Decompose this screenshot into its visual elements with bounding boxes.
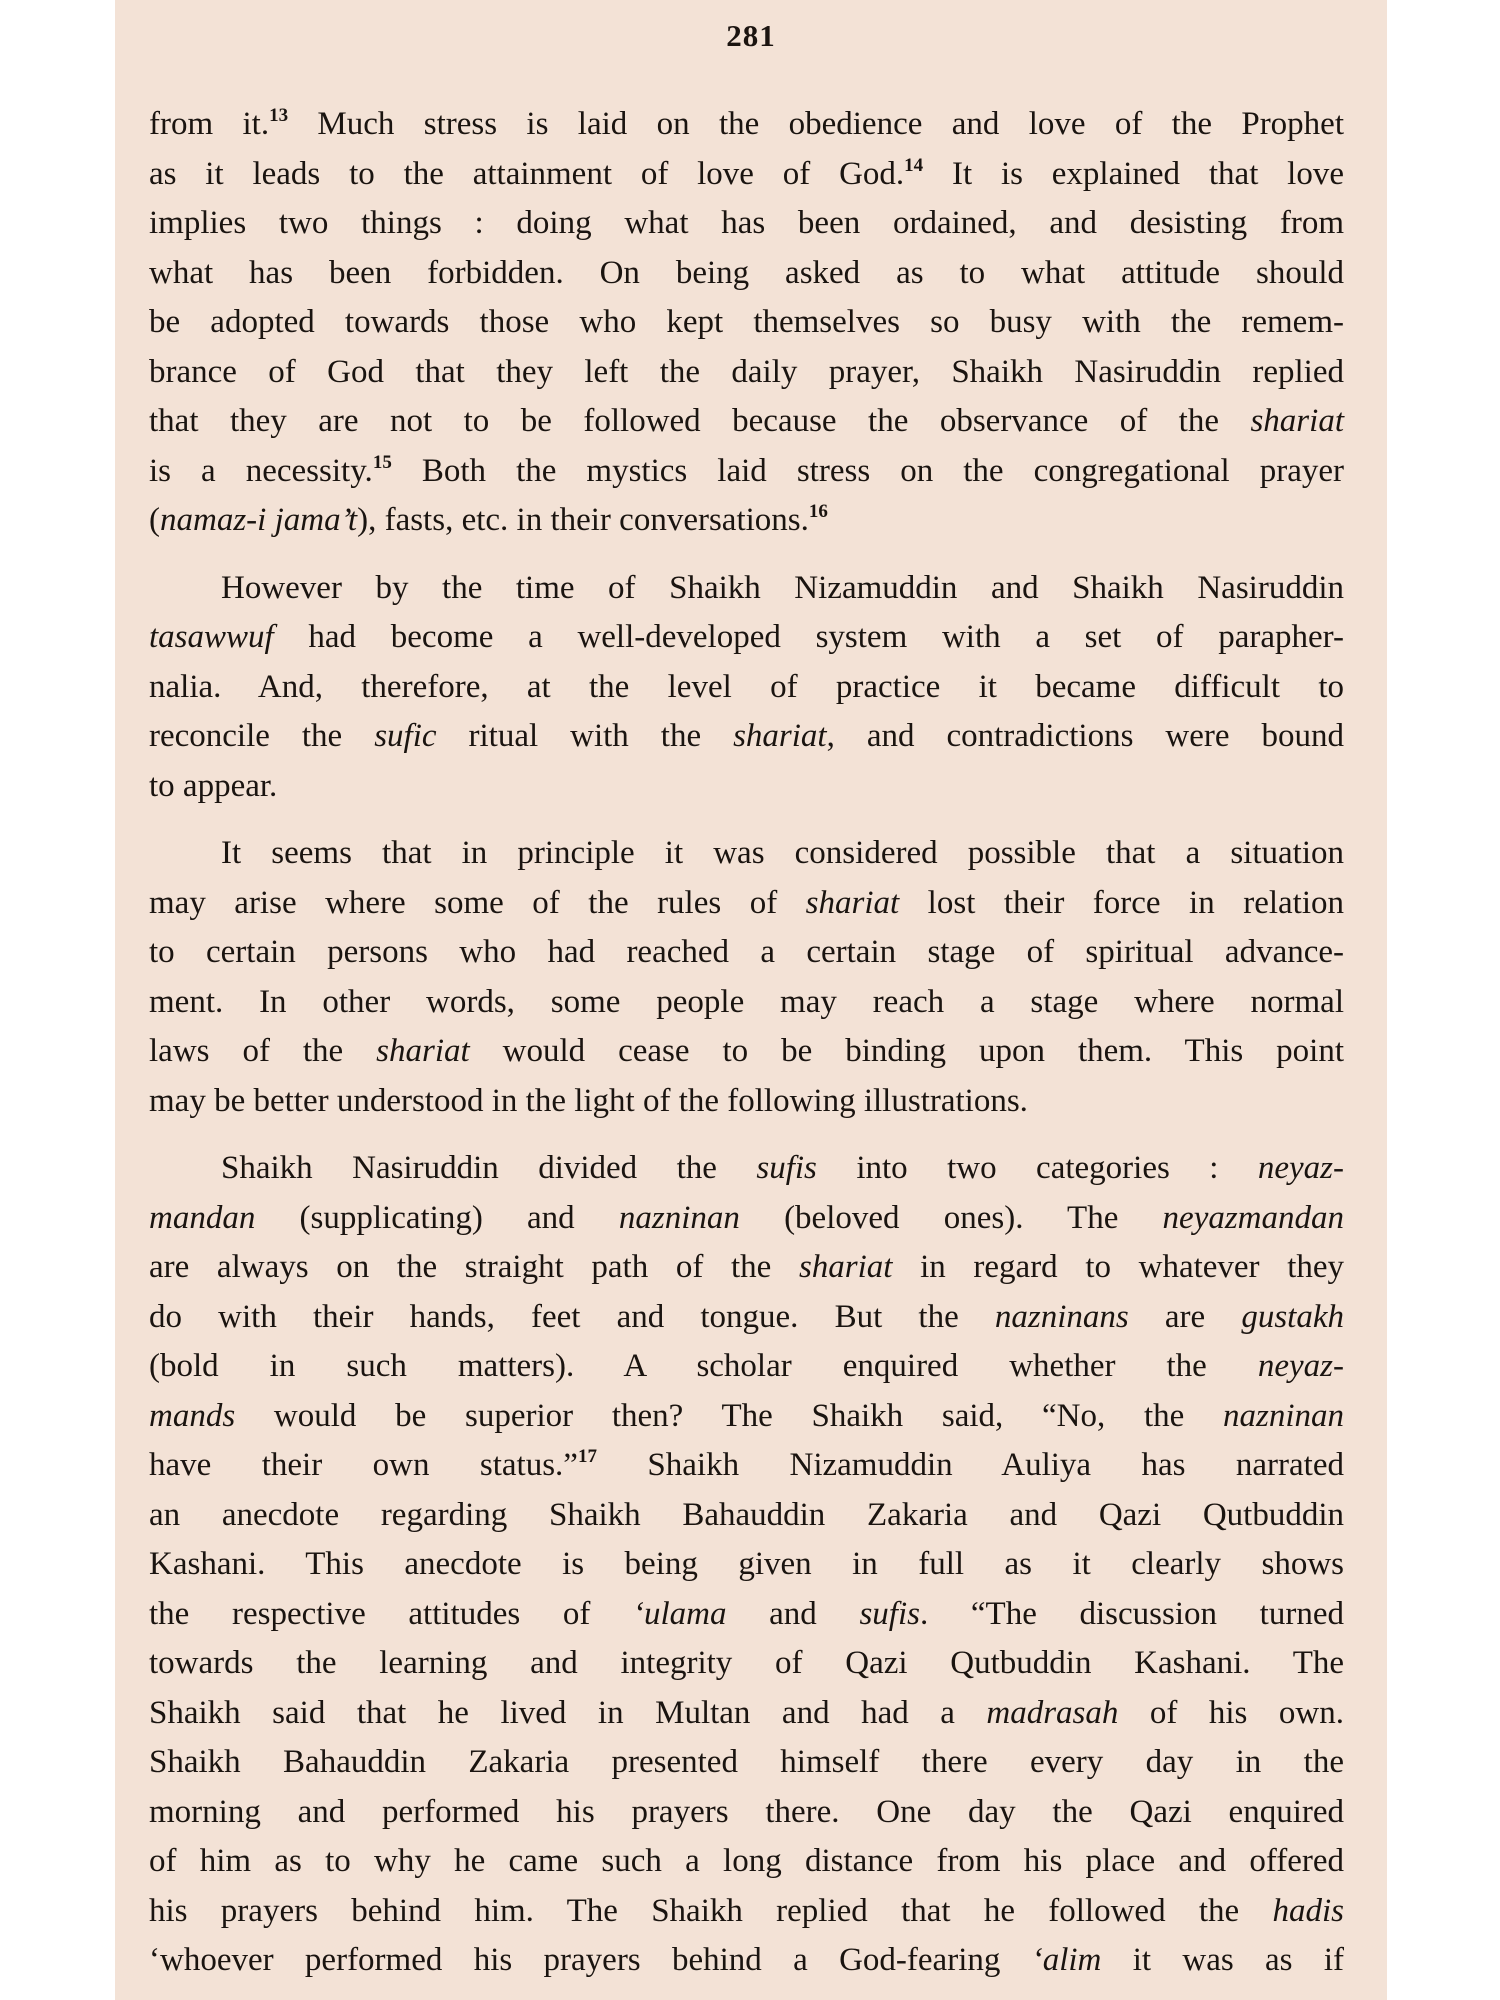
italic-term: neyaz- xyxy=(1257,1150,1344,1186)
paragraph xyxy=(149,829,1344,1126)
text-run: Much stress is laid on the obedience and love of the Prophet xyxy=(288,106,1345,142)
text-line xyxy=(149,978,1344,1028)
text-run: ), fasts, etc. in their conversations. xyxy=(357,502,809,538)
paragraph xyxy=(149,100,1344,546)
text-run: are xyxy=(1128,1298,1242,1335)
paragraph xyxy=(149,564,1344,812)
text-run: reconcile the xyxy=(149,718,375,754)
text-line xyxy=(149,762,1344,812)
text-run: lost their force in relation xyxy=(899,884,1344,921)
text-run: of him as to why he came such a long distance from his place and offered xyxy=(149,1843,1344,1879)
text-run: (bold in such matters). A scholar enquired whether the xyxy=(149,1348,1258,1384)
italic-term: namaz-i jama’t xyxy=(160,502,358,538)
text-run: an anecdote regarding Shaikh Bahauddin Zakaria and Qazi Qutbuddin xyxy=(149,1496,1344,1533)
footnote-marker: 16 xyxy=(808,501,828,522)
text-run: to appear. xyxy=(149,767,278,804)
text-run: had become a well-developed system with a set of parapher- xyxy=(273,619,1344,655)
text-run: it was as if xyxy=(1101,1942,1344,1978)
text-line xyxy=(149,564,1344,614)
text-line xyxy=(149,613,1344,663)
italic-term: sufis xyxy=(859,1595,920,1632)
italic-term: nazninan xyxy=(618,1199,740,1236)
text-line xyxy=(149,1077,1344,1127)
text-run: do with their hands, feet and tongue. But the xyxy=(149,1298,995,1335)
text-run: the respective attitudes of xyxy=(149,1595,633,1632)
text-run: of his own. xyxy=(1118,1694,1344,1731)
text-line xyxy=(149,1342,1344,1392)
text-run: (beloved ones). The xyxy=(739,1199,1163,1236)
text-run: Shaikh Nasiruddin divided the xyxy=(221,1150,757,1186)
text-line xyxy=(149,1788,1344,1838)
italic-term: shariat xyxy=(733,718,827,754)
text-run: that they are not to be followed because the observance of the xyxy=(149,403,1251,439)
italic-term: shariat xyxy=(1250,403,1344,439)
text-run: Shaikh said that he lived in Multan and had a xyxy=(149,1694,987,1731)
text-line xyxy=(149,397,1344,447)
text-run: It is explained that love xyxy=(923,155,1344,192)
text-line xyxy=(149,928,1344,978)
text-run: into two categories : xyxy=(816,1150,1258,1186)
text-run: to certain persons who had reached a certain stage of spiritual advance- xyxy=(149,934,1344,970)
text-line xyxy=(149,1936,1344,1986)
text-line xyxy=(149,1540,1344,1590)
italic-term: gustakh xyxy=(1241,1298,1344,1335)
footnote-marker: 15 xyxy=(372,451,392,473)
italic-term: mands xyxy=(149,1397,236,1434)
text-run: nalia. And, therefore, at the level of practice it became difficult to xyxy=(149,668,1344,705)
italic-term: nazninan xyxy=(1222,1397,1344,1434)
text-run: However by the time of Shaikh Nizamuddin and Shaikh Nasiruddin xyxy=(221,569,1344,606)
text-line xyxy=(149,199,1344,249)
italic-term: sufic xyxy=(374,718,437,754)
text-run: is a necessity. xyxy=(149,452,373,489)
text-run: Shaikh Bahauddin Zakaria presented himself there every day in the xyxy=(149,1744,1344,1780)
page-number: 281 xyxy=(726,18,776,53)
text-run: from it. xyxy=(149,106,270,142)
text-run: Both the mystics laid stress on the congregational prayer xyxy=(391,452,1344,489)
text-line xyxy=(149,1194,1344,1244)
italic-term: mandan xyxy=(149,1199,256,1236)
text-run: would be superior then? The Shaikh said, “No, the xyxy=(235,1397,1223,1434)
italic-term: ‘alim xyxy=(1031,1942,1102,1978)
text-run: (supplicating) and xyxy=(255,1199,619,1236)
text-run: , and contradictions were bound xyxy=(826,718,1344,754)
italic-term: hadis xyxy=(1272,1892,1344,1929)
text-run: his prayers behind him. The Shaikh replied that he followed the xyxy=(149,1892,1273,1929)
italic-term: sufis xyxy=(756,1150,817,1186)
text-run: may arise where some of the rules of xyxy=(149,884,806,921)
text-run: laws of the xyxy=(149,1033,377,1069)
text-line xyxy=(149,1491,1344,1541)
text-line xyxy=(149,712,1344,762)
italic-term: shariat xyxy=(376,1033,470,1069)
text-line xyxy=(149,1243,1344,1293)
text-run: morning and performed his prayers there. One day the Qazi enquired xyxy=(149,1793,1344,1830)
italic-term: neyazmandan xyxy=(1162,1199,1345,1236)
text-run: in regard to whatever they xyxy=(892,1249,1345,1285)
italic-term: madrasah xyxy=(986,1694,1119,1731)
text-run: as it leads to the attainment of love of God. xyxy=(149,155,905,192)
text-run: It seems that in principle it was considered possible that a situation xyxy=(221,835,1344,871)
book-page xyxy=(115,0,1387,2000)
text-run: ‘whoever performed his prayers behind a God-fearing xyxy=(149,1942,1032,1978)
text-line xyxy=(149,1639,1344,1689)
page-body xyxy=(149,100,1344,1986)
italic-term: shariat xyxy=(805,884,900,921)
text-run: and xyxy=(726,1595,860,1632)
footnote-marker: 17 xyxy=(577,1446,597,1467)
text-run: brance of God that they left the daily prayer, Shaikh Nasiruddin replied xyxy=(149,353,1344,390)
text-line xyxy=(149,496,1344,546)
text-run: ment. In other words, some people may reach a stage where normal xyxy=(149,983,1344,1020)
text-line xyxy=(149,1738,1344,1788)
italic-term: tasawwuf xyxy=(149,619,274,655)
text-line xyxy=(149,1293,1344,1343)
paragraph xyxy=(149,1144,1344,1986)
text-line xyxy=(149,1590,1344,1640)
text-run: may be better understood in the light of the following illustrations. xyxy=(149,1082,1028,1119)
text-run: are always on the straight path of the xyxy=(149,1249,799,1285)
italic-term: ‘ulama xyxy=(633,1595,727,1632)
text-run: Kashani. This anecdote is being given in full as it clearly shows xyxy=(149,1546,1344,1582)
text-run: be adopted towards those who kept themselves so busy with the remem- xyxy=(149,304,1344,340)
italic-term: neyaz- xyxy=(1257,1348,1344,1384)
text-line xyxy=(149,1144,1344,1194)
text-run: what has been forbidden. On being asked as to what attitude should xyxy=(149,254,1344,291)
text-line xyxy=(149,348,1344,398)
text-line xyxy=(149,1392,1344,1442)
text-line xyxy=(149,298,1344,348)
text-line xyxy=(149,1887,1344,1937)
text-line xyxy=(149,1837,1344,1887)
text-line xyxy=(149,100,1344,150)
text-run: towards the learning and integrity of Qazi Qutbuddin Kashani. The xyxy=(149,1645,1344,1681)
text-run: Shaikh Nizamuddin Auliya has narrated xyxy=(596,1447,1344,1483)
text-line xyxy=(149,879,1344,929)
text-run: . “The discussion turned xyxy=(920,1595,1344,1632)
text-line xyxy=(149,447,1344,497)
text-line xyxy=(149,1027,1344,1077)
text-line xyxy=(149,829,1344,879)
text-run: ( xyxy=(149,502,160,538)
text-line xyxy=(149,1441,1344,1491)
text-run: would cease to be binding upon them. This point xyxy=(469,1033,1344,1069)
italic-term: nazninans xyxy=(994,1298,1129,1335)
text-line xyxy=(149,150,1344,200)
text-line xyxy=(149,1689,1344,1739)
text-run: ritual with the xyxy=(436,718,734,754)
text-run: implies two things : doing what has been ordained, and desisting from xyxy=(149,205,1344,241)
text-line xyxy=(149,663,1344,713)
footnote-marker: 14 xyxy=(904,154,924,176)
footnote-marker: 13 xyxy=(269,105,289,126)
italic-term: shariat xyxy=(798,1249,893,1285)
text-run: have their own status.” xyxy=(149,1447,578,1483)
text-line xyxy=(149,249,1344,299)
